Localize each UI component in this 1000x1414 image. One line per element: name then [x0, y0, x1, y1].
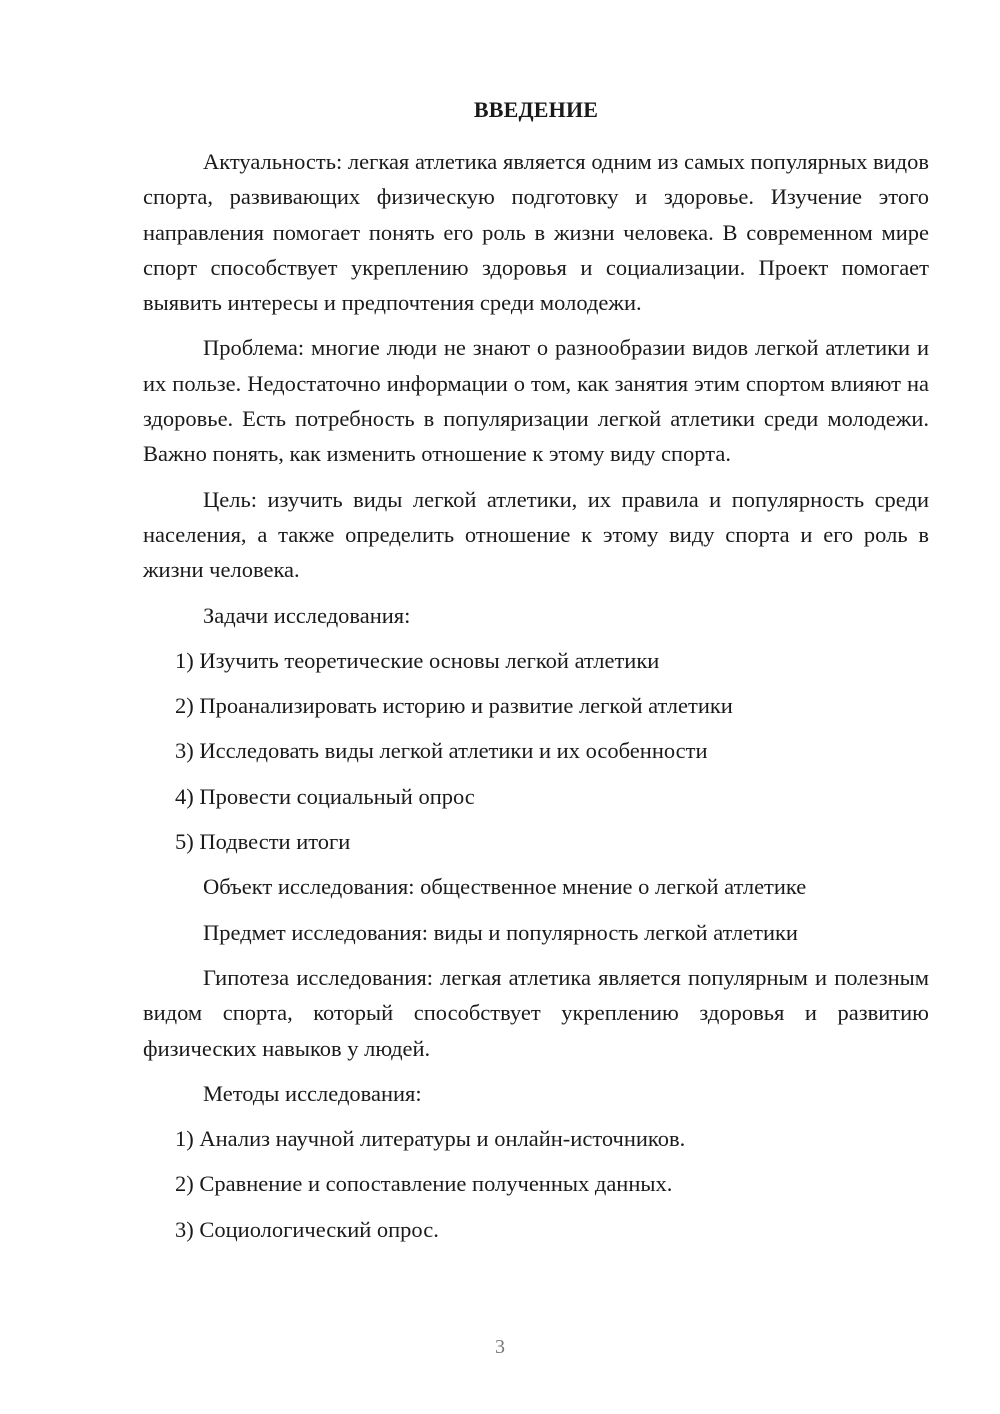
problem-paragraph: Проблема: многие люди не знают о разнообразии видов легкой атлетики и их пользе. Недостаточно информации о том, как занятия этим спортом влияют на здоровье. Есть потребность в популяризации легкой атлетики среди молодежи. Важно понять, как изменить отношение к этому виду спорта.: [143, 335, 929, 467]
method-item: 3) Социологический опрос.: [175, 1216, 439, 1242]
methods-heading: Методы исследования:: [203, 1080, 422, 1106]
page-content: [143, 92, 929, 1257]
method-item: 1) Анализ научной литературы и онлайн-источников.: [175, 1126, 686, 1152]
relevance-paragraph: Актуальность: легкая атлетика является одним из самых популярных видов спорта, развивающих физическую подготовку и здоровье. Изучение этого направления помогает понять его роль в жизни человека. В современном мире спорт способствует укреплению здоровья и социализации. Проект помогает выявить интересы и предпочтения среди молодежи.: [143, 149, 929, 316]
task-item: 3) Исследовать виды легкой атлетики и их особенности: [175, 738, 708, 764]
task-item: 1) Изучить теоретические основы легкой атлетики: [175, 647, 660, 673]
task-item: 5) Подвести итоги: [175, 829, 351, 855]
tasks-heading: Задачи исследования:: [203, 602, 411, 628]
research-object-line: Объект исследования: общественное мнение о легкой атлетике: [203, 874, 807, 900]
goal-paragraph: Цель: изучить виды легкой атлетики, их правила и популярность среди населения, а также определить отношение к этому виду спорта и его роль в жизни человека.: [143, 486, 929, 583]
method-item: 2) Сравнение и сопоставление полученных данных.: [175, 1171, 673, 1197]
methods-list: [143, 1121, 929, 1247]
page-number: 3: [495, 1336, 505, 1358]
task-item: 2) Проанализировать историю и развитие легкой атлетики: [175, 693, 733, 719]
research-subject-line: Предмет исследования: виды и популярность легкой атлетики: [203, 919, 798, 945]
tasks-list: [143, 643, 929, 859]
task-item: 4) Провести социальный опрос: [175, 783, 475, 809]
hypothesis-paragraph: Гипотеза исследования: легкая атлетика является популярным и полезным видом спорта, который способствует укреплению здоровья и развитию физических навыков у людей.: [143, 964, 929, 1061]
page-title: ВВЕДЕНИЕ: [473, 97, 599, 122]
